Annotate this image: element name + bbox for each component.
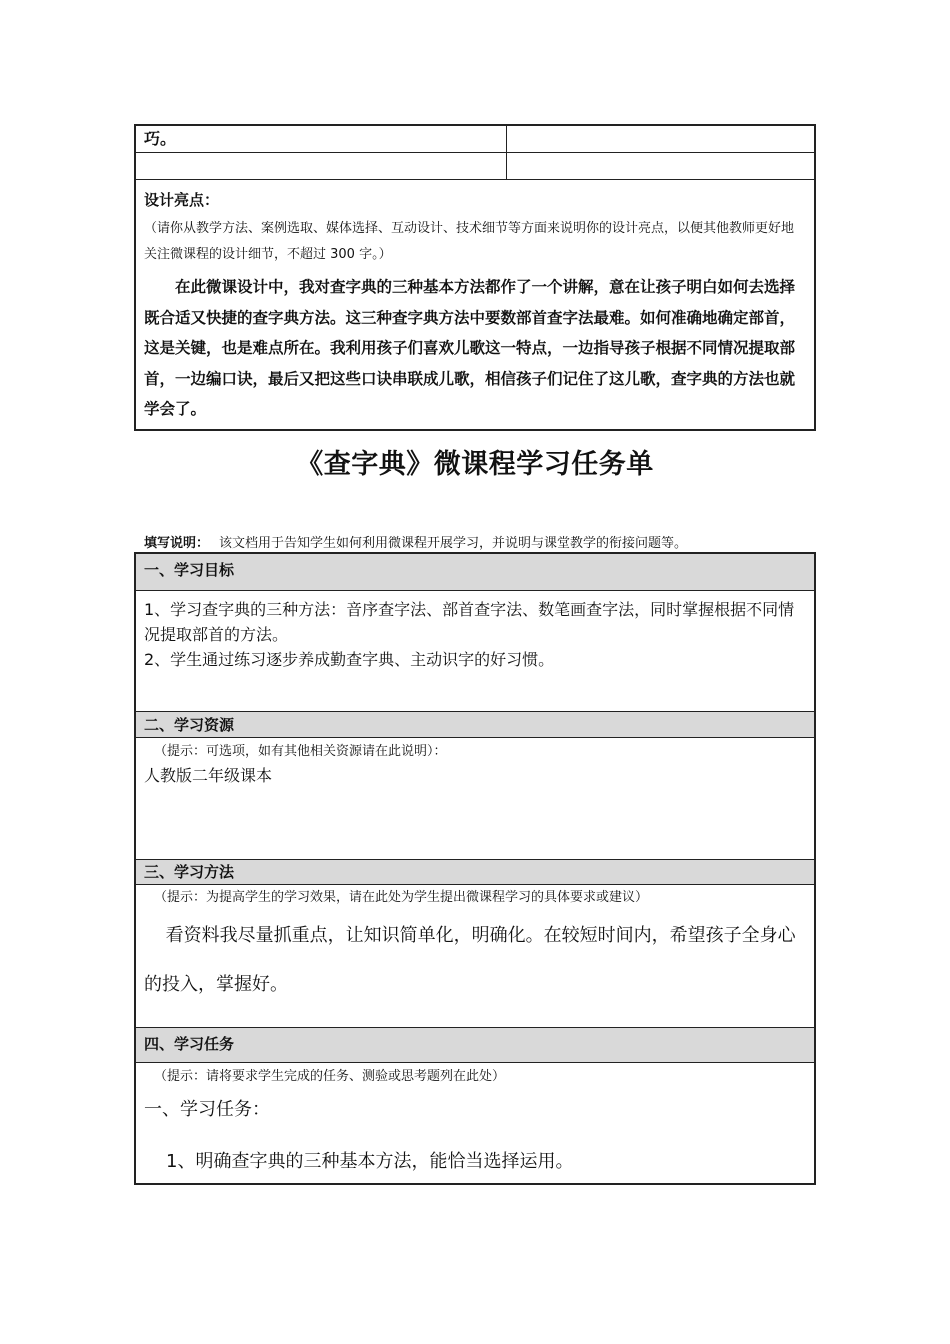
table-row	[136, 126, 814, 153]
section-header-resources: 二、学习资源	[136, 712, 814, 738]
row-cell-right	[507, 153, 814, 179]
section-body-methods	[136, 885, 814, 1028]
fill-instructions-text: 该文档用于告知学生如何利用微课程开展学习，并说明与课堂教学的衔接问题等。	[219, 536, 688, 551]
highlights-title: 设计亮点：	[144, 191, 220, 209]
resources-hint: （提示：可选项，如有其他相关资源请在此说明）：	[154, 744, 447, 759]
methods-line-1: 看资料我尽量抓重点，让知识简单化，明确化。在较短时间内，希望孩子全身心	[165, 925, 796, 946]
page-title: 《查字典》微课程学习任务单	[296, 449, 654, 480]
section-body-tasks	[136, 1063, 814, 1175]
row-cell-right	[507, 126, 814, 152]
design-highlights-cell	[136, 180, 814, 429]
section-body-goals	[136, 591, 814, 712]
resources-body: 人教版二年级课本	[144, 766, 273, 785]
section-header-methods: 三、学习方法	[136, 860, 814, 885]
design-info-table	[134, 124, 816, 431]
section-header-goals: 一、学习目标	[136, 554, 814, 591]
section-body-resources	[136, 738, 814, 860]
tasks-hint: （提示：请将要求学生完成的任务、测验或思考题列在此处）	[154, 1069, 506, 1084]
row-cell-left	[136, 153, 507, 179]
methods-line-2: 的投入，掌握好。	[144, 974, 288, 995]
fill-instructions	[144, 532, 687, 551]
section-header-tasks: 四、学习任务	[136, 1028, 814, 1063]
table-row	[136, 153, 814, 180]
highlights-note: （请你从教学方法、案例选取、媒体选择、互动设计、技术细节等方面来说明你的设计亮点，以便其他教师更好地关注微课程的设计细节，不超过 300 字。）	[144, 221, 795, 262]
task-item-1: 1、明确查字典的三种基本方法，能恰当选择运用。	[166, 1151, 574, 1172]
highlights-body: 在此微课设计中，我对查字典的三种基本方法都作了一个讲解，意在让孩子明白如何去选择既合适又快捷的查字典方法。这三种查字典方法中要数部首查字法最难。如何准确地确定部首，这是关键，也是难点所在。我利用孩子们喜欢儿歌这一特点，一边指导孩子根据不同情况提取部首，一边编口诀，最后又把这些口诀串联成儿歌，相信孩子们记住了这儿歌，查字典的方法也就学会了。	[144, 278, 796, 418]
fill-instructions-label: 填写说明：	[144, 536, 210, 551]
row-cell-left: 巧。	[136, 126, 507, 152]
goal-item-1: 1、学习查字典的三种方法：音序查字法、部首查字法、数笔画查字法，同时掌握根据不同情况提取部首的方法。	[144, 600, 795, 644]
task-sheet-table	[134, 552, 816, 1185]
tasks-heading: 一、学习任务：	[144, 1099, 270, 1120]
methods-hint: （提示：为提高学生的学习效果，请在此处为学生提出微课程学习的具体要求或建议）	[154, 890, 649, 905]
goal-item-2: 2、学生通过练习逐步养成勤查字典、主动识字的好习惯。	[144, 650, 555, 669]
